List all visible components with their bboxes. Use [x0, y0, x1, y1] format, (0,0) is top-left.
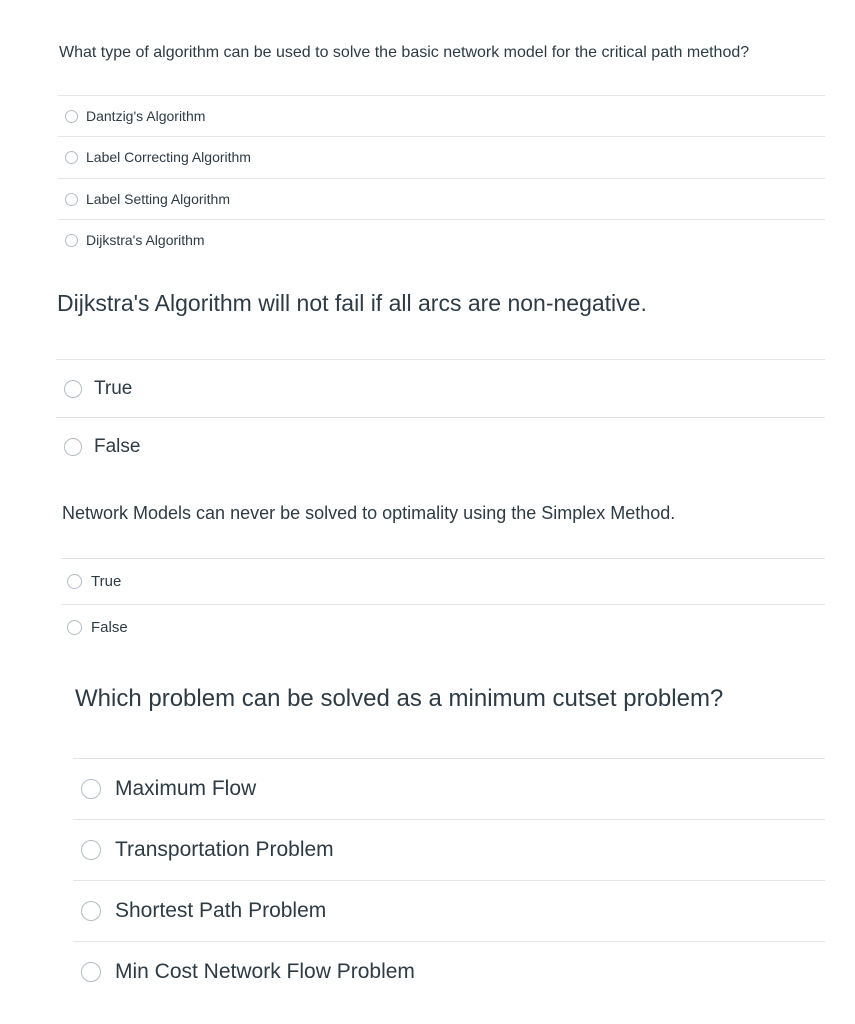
radio-button[interactable]: [64, 380, 82, 398]
answer-label: Dijkstra's Algorithm: [86, 232, 205, 248]
answer-option[interactable]: [73, 819, 825, 880]
answer-label: Shortest Path Problem: [115, 899, 327, 922]
answer-label: Label Setting Algorithm: [86, 191, 230, 207]
question-text: Dijkstra's Algorithm will not fail if all arcs are non-negative.: [57, 290, 647, 316]
radio-button[interactable]: [64, 438, 82, 456]
answer-label: Maximum Flow: [115, 777, 257, 800]
answer-label: True: [91, 573, 122, 590]
answer-label: Min Cost Network Flow Problem: [115, 960, 415, 983]
answer-label: True: [94, 377, 133, 399]
answer-option[interactable]: [73, 880, 825, 941]
answer-label: False: [91, 619, 128, 636]
answer-option[interactable]: [73, 941, 825, 1002]
answer-option[interactable]: [73, 758, 825, 819]
question-text: Network Models can never be solved to optimality using the Simplex Method.: [62, 503, 676, 523]
radio-button[interactable]: [81, 840, 101, 860]
answer-option[interactable]: [56, 359, 825, 417]
answer-option[interactable]: [58, 136, 825, 177]
question-text: Which problem can be solved as a minimum cutset problem?: [75, 685, 724, 712]
radio-button[interactable]: [81, 901, 101, 921]
answer-label: Dantzig's Algorithm: [86, 108, 206, 124]
answer-option[interactable]: [61, 558, 825, 604]
answer-label: Transportation Problem: [115, 838, 334, 861]
answer-option[interactable]: [56, 417, 825, 475]
answer-label: Label Correcting Algorithm: [86, 149, 251, 165]
answer-option[interactable]: [58, 95, 825, 136]
answer-option[interactable]: [58, 178, 825, 219]
radio-button[interactable]: [65, 110, 78, 123]
question-text: What type of algorithm can be used to solve the basic network model for the critical path method?: [59, 44, 750, 61]
radio-button[interactable]: [81, 779, 101, 799]
radio-button[interactable]: [67, 574, 82, 589]
answer-option[interactable]: [61, 604, 825, 650]
radio-button[interactable]: [65, 151, 78, 164]
radio-button[interactable]: [65, 234, 78, 247]
radio-button[interactable]: [67, 620, 82, 635]
radio-button[interactable]: [81, 962, 101, 982]
answer-label: False: [94, 435, 141, 457]
radio-button[interactable]: [65, 193, 78, 206]
answer-option[interactable]: [58, 219, 825, 260]
